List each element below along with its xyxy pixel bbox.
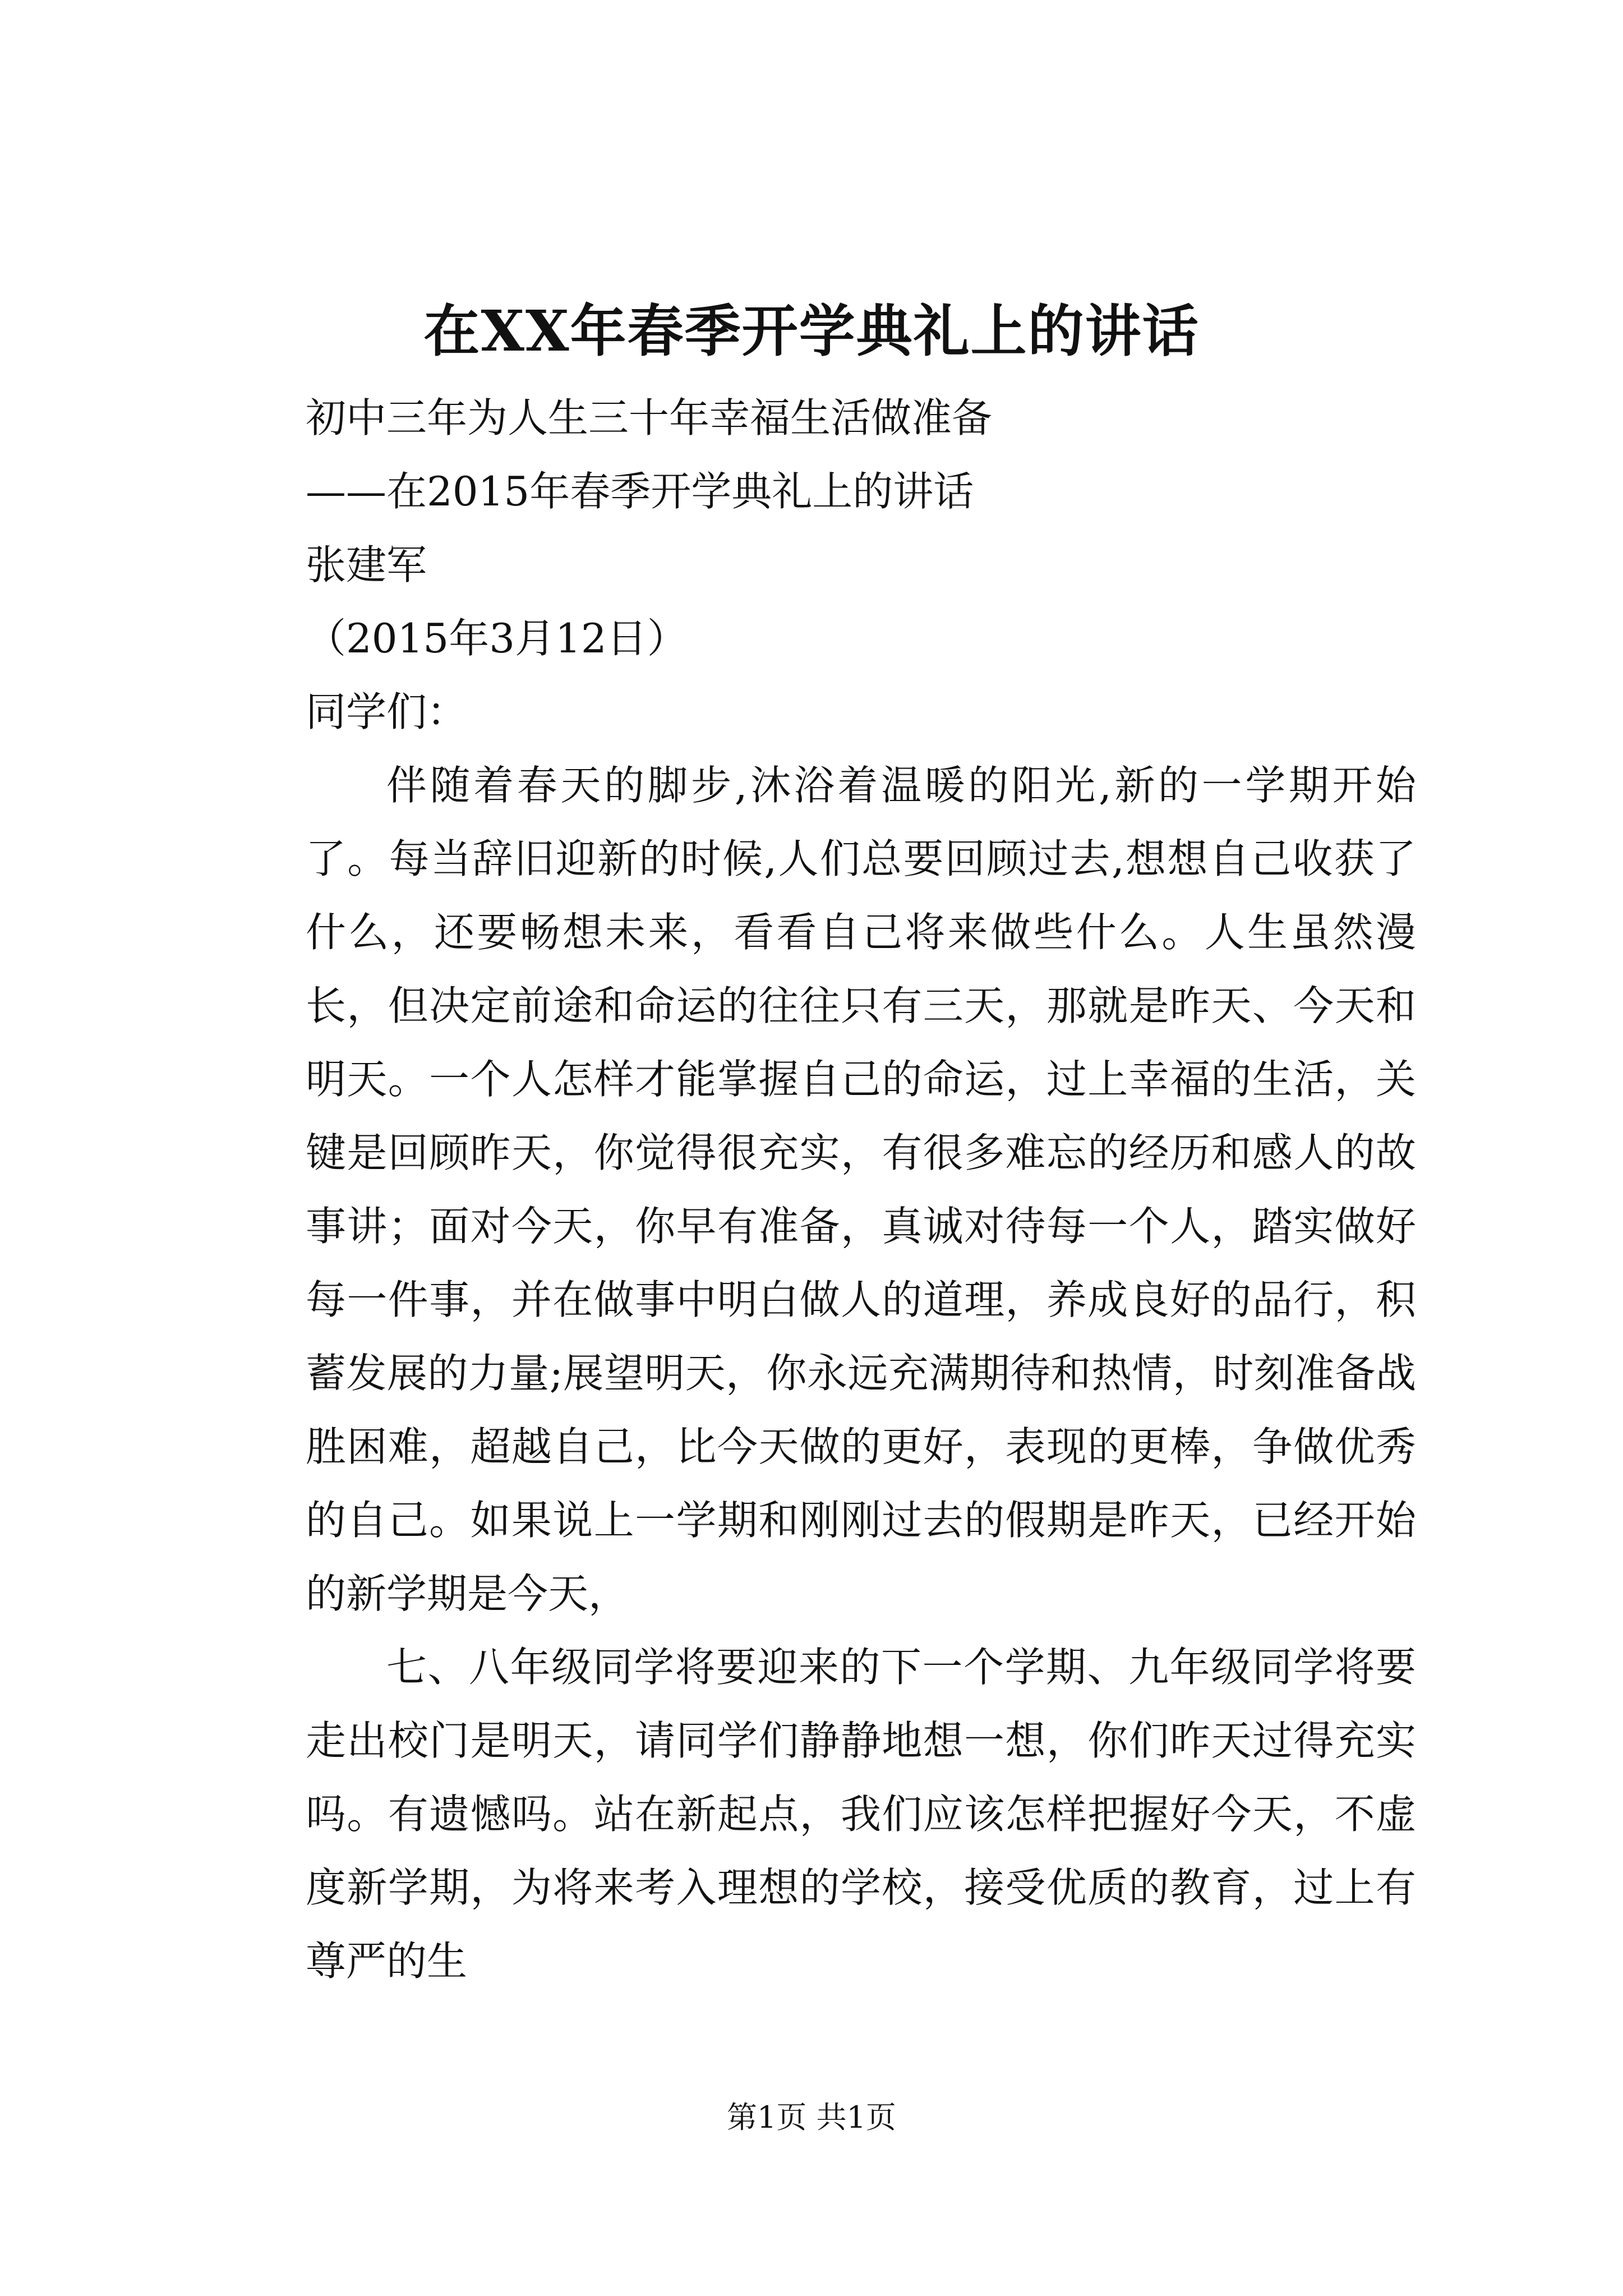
- author-line: 张建军: [306, 541, 427, 588]
- body-paragraph: 伴随着春天的脚步,沐浴着温暖的阳光,新的一学期开始了。每当辞旧迎新的时候,人们总要回顾过去,想想自己收获了什么，还要畅想未来，看看自己将来做些什么。人生虽然漫长，但决定前途和命运的往往只有三天，那就是昨天、今天和明天。一个人怎样才能掌握自己的命运，过上幸福的生活，关键是回顾昨天，你觉得很充实，有很多难忘的经历和感人的故事讲；面对今天，你早有准备，真诚对待每一个人，踏实做好每一件事，并在做事中明白做人的道理，养成良好的品行，积蓄发展的力量;展望明天，你永远充满期待和热情，时刻准备战胜困难，超越自己，比今天做的更好，表现的更棒，争做优秀的自己。如果说上一学期和刚刚过去的假期是昨天，已经开始的新学期是今天，: [306, 762, 1416, 1617]
- salutation-line: 同学们：: [306, 688, 468, 735]
- subtitle-occasion-line: ——在2015年春季开学典礼上的讲话: [306, 468, 974, 515]
- document-title: 在XX年春季开学典礼上的讲话: [423, 298, 1200, 364]
- date-line: （2015年3月12日）: [306, 615, 688, 662]
- subtitle-line: 初中三年为人生三十年幸福生活做准备: [306, 394, 993, 441]
- document-body: [306, 381, 1416, 1998]
- body-paragraph: 七、八年级同学将要迎来的下一个学期、九年级同学将要走出校门是明天，请同学们静静地想一想，你们昨天过得充实吗。有遗憾吗。站在新起点，我们应该怎样把握好今天，不虚度新学期，为将来考入理想的学校，接受优质的教育，过上有尊严的生: [306, 1644, 1416, 1985]
- page-footer: 第1页 共1页: [727, 2100, 896, 2135]
